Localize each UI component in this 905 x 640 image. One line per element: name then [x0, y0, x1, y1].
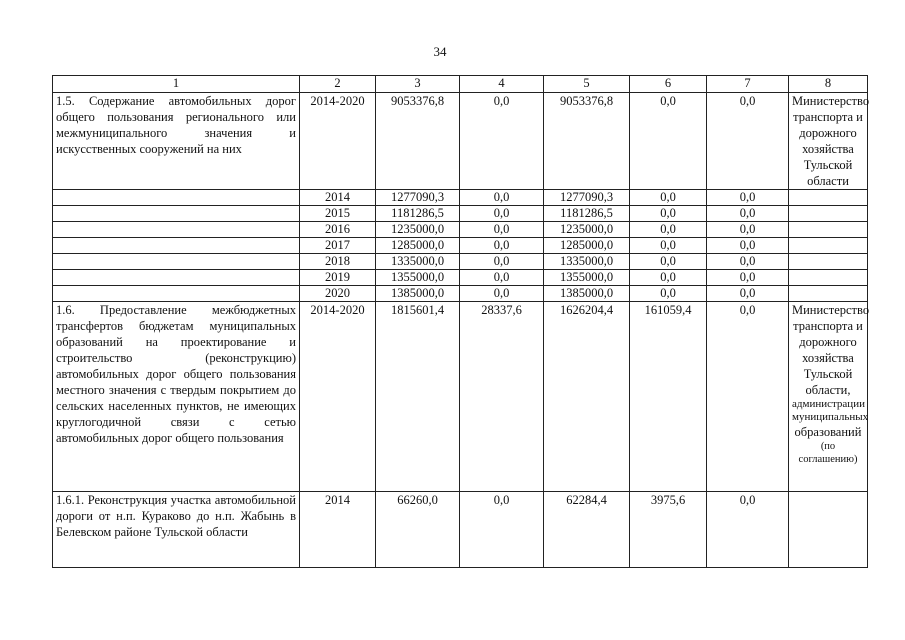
value-cell: 0,0	[707, 93, 789, 190]
value-cell: 0,0	[460, 492, 544, 568]
year-cell: 2014	[300, 190, 376, 206]
period-cell: 2014-2020	[300, 302, 376, 492]
value-cell: 0,0	[707, 206, 789, 222]
value-cell: 0,0	[630, 93, 707, 190]
header-row	[53, 76, 868, 93]
header-cell: 2	[300, 76, 376, 93]
value-cell: 0,0	[707, 238, 789, 254]
year-cell: 2016	[300, 222, 376, 238]
table-row	[53, 238, 868, 254]
period-cell: 2014-2020	[300, 93, 376, 190]
value-cell: 0,0	[707, 190, 789, 206]
value-cell: 1181286,5	[544, 206, 630, 222]
value-cell: 0,0	[630, 254, 707, 270]
year-cell: 2020	[300, 286, 376, 302]
year-cell: 2019	[300, 270, 376, 286]
value-cell: 0,0	[460, 190, 544, 206]
value-cell: 0,0	[630, 286, 707, 302]
value-cell: 0,0	[707, 286, 789, 302]
value-cell: 1815601,4	[376, 302, 460, 492]
value-cell: 1385000,0	[376, 286, 460, 302]
item-name: 1.6. Предоставление межбюджетных трансфертов бюджетам муниципальных образований на проектирование и строительство (реконструкцию) автомобильных дорог общего пользования местного значения с твердым покрытием до сельских населенных пунктов, не имеющих круглогодичной связи с сетью автомобильных дорог общего пользования	[53, 302, 300, 492]
program-table	[52, 75, 868, 568]
value-cell: 0,0	[460, 286, 544, 302]
header-cell: 7	[707, 76, 789, 93]
table-row	[53, 270, 868, 286]
value-cell: 0,0	[460, 93, 544, 190]
table-row	[53, 254, 868, 270]
value-cell: 0,0	[460, 254, 544, 270]
value-cell: 1277090,3	[376, 190, 460, 206]
value-cell: 0,0	[460, 270, 544, 286]
executor-cell: Министерство транспорта и дорожного хозяйства Тульской области	[789, 93, 868, 190]
value-cell: 66260,0	[376, 492, 460, 568]
table-row	[53, 286, 868, 302]
table-row	[53, 190, 868, 206]
header-cell: 1	[53, 76, 300, 93]
table-row	[53, 492, 868, 568]
value-cell: 3975,6	[630, 492, 707, 568]
value-cell: 62284,4	[544, 492, 630, 568]
value-cell: 0,0	[460, 222, 544, 238]
value-cell: 0,0	[630, 190, 707, 206]
value-cell: 161059,4	[630, 302, 707, 492]
executor-main: Министерство транспорта и дорожного хозяйства Тульской области,	[792, 303, 870, 397]
value-cell: 1335000,0	[376, 254, 460, 270]
year-cell: 2017	[300, 238, 376, 254]
value-cell: 0,0	[460, 238, 544, 254]
period-cell: 2014	[300, 492, 376, 568]
value-cell: 1355000,0	[376, 270, 460, 286]
value-cell: 9053376,8	[376, 93, 460, 190]
header-cell: 8	[789, 76, 868, 93]
table-row	[53, 93, 868, 190]
value-cell: 0,0	[460, 206, 544, 222]
value-cell: 1285000,0	[544, 238, 630, 254]
value-cell: 1181286,5	[376, 206, 460, 222]
executor-admin: администрации муниципальных	[792, 398, 869, 423]
value-cell: 1235000,0	[544, 222, 630, 238]
value-cell: 1235000,0	[376, 222, 460, 238]
executor-cell	[789, 492, 868, 568]
value-cell: 1355000,0	[544, 270, 630, 286]
value-cell: 0,0	[707, 492, 789, 568]
item-name: 1.5. Содержание автомобильных дорог общего пользования регионального или межмуниципального значения и искусственных сооружений на них	[53, 93, 300, 190]
value-cell: 0,0	[630, 270, 707, 286]
value-cell: 0,0	[707, 254, 789, 270]
page-number: 34	[433, 44, 447, 59]
header-cell: 3	[376, 76, 460, 93]
value-cell: 0,0	[707, 270, 789, 286]
value-cell: 1277090,3	[544, 190, 630, 206]
value-cell: 0,0	[630, 222, 707, 238]
value-cell: 0,0	[630, 206, 707, 222]
header-cell: 5	[544, 76, 630, 93]
value-cell: 0,0	[630, 238, 707, 254]
year-cell: 2015	[300, 206, 376, 222]
value-cell: 1285000,0	[376, 238, 460, 254]
executor-obr: образований	[794, 425, 862, 439]
table-row	[53, 222, 868, 238]
value-cell: 28337,6	[460, 302, 544, 492]
value-cell: 0,0	[707, 222, 789, 238]
header-cell: 6	[630, 76, 707, 93]
executor-note: (по соглашению)	[798, 441, 858, 465]
table-row	[53, 206, 868, 222]
value-cell: 1335000,0	[544, 254, 630, 270]
table-row	[53, 302, 868, 492]
value-cell: 0,0	[707, 302, 789, 492]
value-cell: 9053376,8	[544, 93, 630, 190]
item-name: 1.6.1. Реконструкция участка автомобильной дороги от н.п. Кураково до н.п. Жабынь в Белевском районе Тульской области	[53, 492, 300, 568]
value-cell: 1385000,0	[544, 286, 630, 302]
year-cell: 2018	[300, 254, 376, 270]
executor-cell	[789, 302, 868, 492]
value-cell: 1626204,4	[544, 302, 630, 492]
header-cell: 4	[460, 76, 544, 93]
